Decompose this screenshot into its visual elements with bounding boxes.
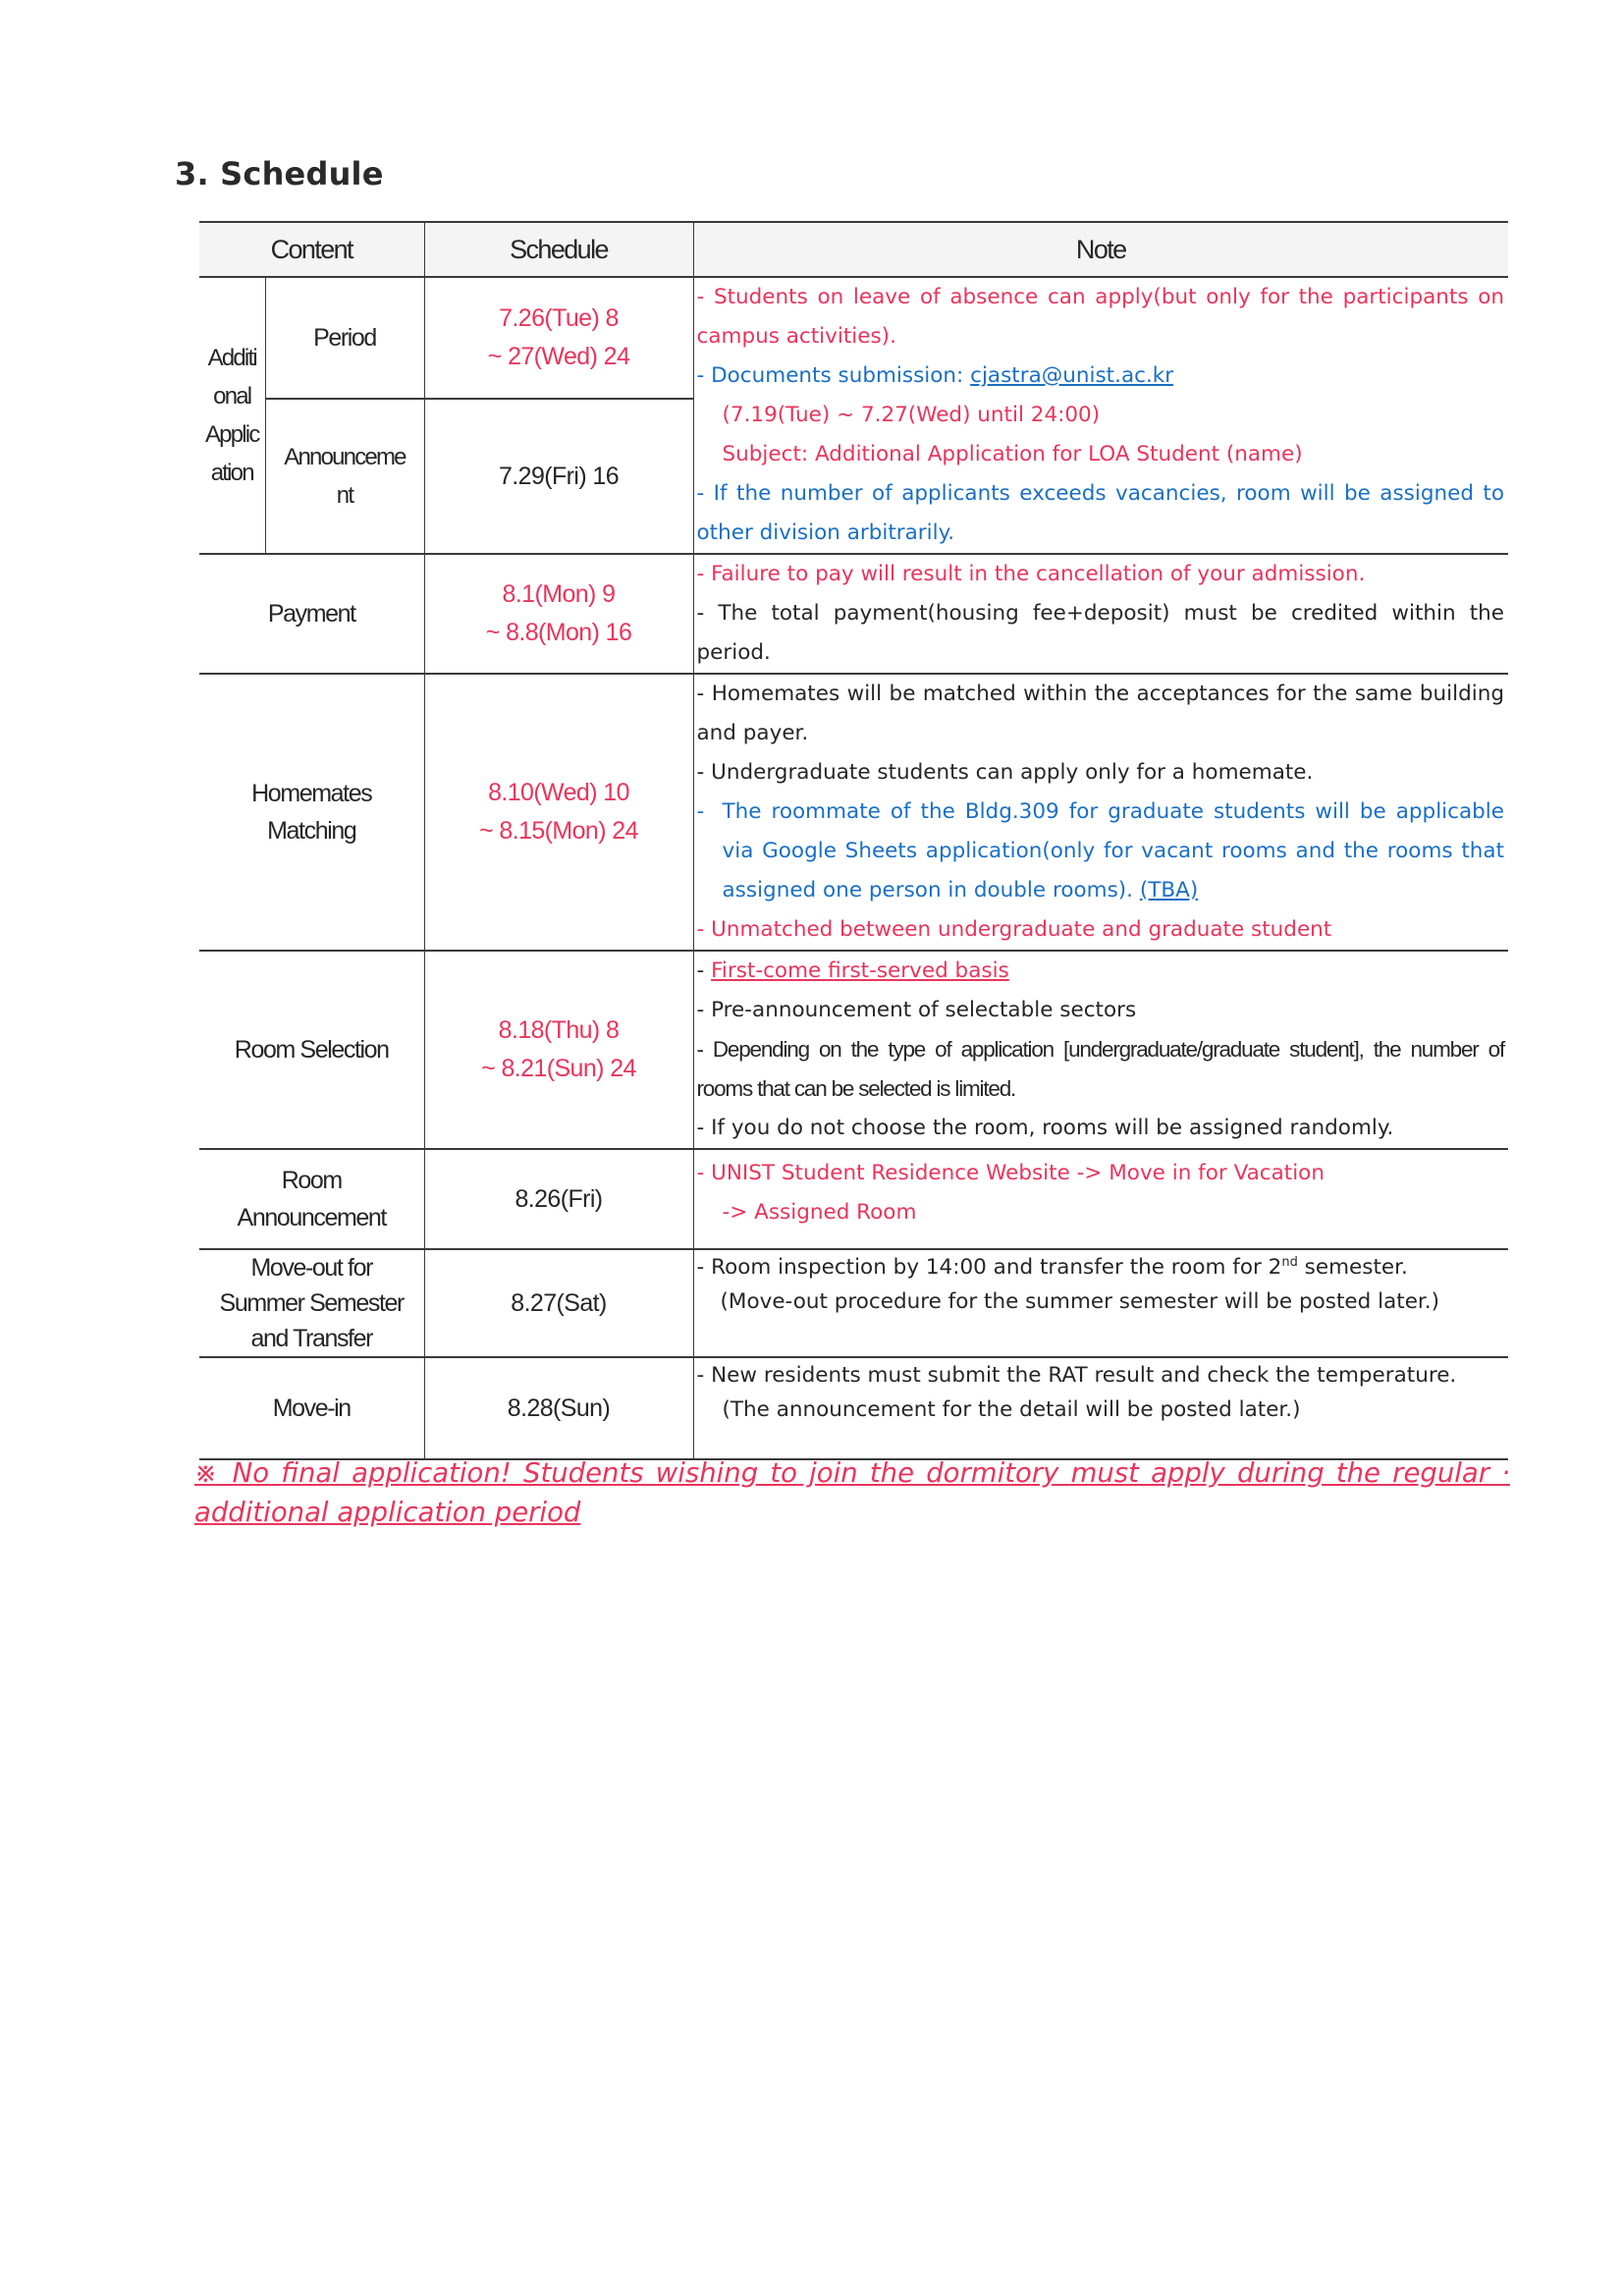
- header-note: Note: [693, 222, 1508, 277]
- payment-note: [693, 554, 1508, 674]
- table-row-room-announcement: [199, 1149, 1508, 1249]
- period-schedule: [424, 277, 693, 399]
- schedule-line: ~ 8.8(Mon) 16: [485, 619, 632, 646]
- inspection-text-end: semester.: [1297, 1255, 1408, 1280]
- note-bldg: [697, 793, 1505, 910]
- homemates-schedule: [424, 674, 693, 951]
- room-selection-label: Room Selection: [199, 951, 424, 1149]
- note-bldg-dash: -: [696, 799, 705, 824]
- note-pre-announcement: - Pre-announcement of selectable sectors: [696, 998, 1137, 1022]
- schedule-line: 8.10(Wed) 10: [488, 779, 629, 806]
- move-in-schedule: 8.28(Sun): [424, 1357, 693, 1459]
- note-undergrad: - Undergraduate students can apply only for a homemate.: [696, 760, 1314, 785]
- table-row-homemates: [199, 674, 1508, 951]
- move-out-schedule: 8.27(Sat): [424, 1249, 693, 1357]
- note-subject: Subject: Additional Application for LOA Student (name): [722, 442, 1303, 466]
- schedule-table: [199, 221, 1508, 1460]
- room-announcement-schedule: 8.26(Fri): [424, 1149, 693, 1249]
- note-detail: (The announcement for the detail will be posted later.): [722, 1397, 1301, 1422]
- period-label: Period: [265, 277, 424, 399]
- move-in-label: Move-in: [199, 1357, 424, 1459]
- label-line: Homemates: [251, 780, 372, 807]
- header-content: Content: [199, 222, 424, 277]
- table-row-move-in: [199, 1357, 1508, 1459]
- label-line: Announceme: [284, 444, 406, 471]
- table-row-room-selection: [199, 951, 1508, 1149]
- schedule-line: 7.26(Tue) 8: [499, 304, 619, 333]
- homemates-note: [693, 674, 1508, 951]
- announcement-label: [265, 399, 424, 554]
- tba-link[interactable]: (TBA): [1139, 878, 1199, 902]
- note-bldg-body: [723, 793, 1505, 910]
- schedule-line: ~ 27(Wed) 24: [487, 343, 630, 371]
- additional-application-label: [199, 277, 265, 554]
- note-total: - The total payment(housing fee+deposit) must be credited within the period.: [696, 601, 1504, 665]
- note-assigned-room: -> Assigned Room: [722, 1200, 917, 1225]
- documents-label: - Documents submission:: [696, 363, 971, 388]
- note-matched: - Homemates will be matched within the acceptances for the same building and payer.: [696, 682, 1504, 745]
- first-come-text: First-come first-served basis: [711, 958, 1009, 983]
- table-row-move-out: [199, 1249, 1508, 1357]
- note-failure: - Failure to pay will result in the cancellation of your admission.: [696, 562, 1366, 586]
- label-line: Summer Semester: [219, 1289, 404, 1317]
- payment-label: Payment: [199, 554, 424, 674]
- label-line: Additi: [207, 345, 256, 371]
- label-line: ation: [210, 460, 253, 486]
- table-row-additional-period: [199, 277, 1508, 399]
- label-line: Announcement: [237, 1204, 386, 1231]
- note-first-come: [697, 952, 1505, 991]
- note-random: - If you do not choose the room, rooms will be assigned randomly.: [696, 1116, 1394, 1140]
- label-line: nt: [336, 482, 353, 510]
- room-selection-schedule: [424, 951, 693, 1149]
- note-unmatched: - Unmatched between undergraduate and graduate student: [696, 917, 1332, 942]
- label-line: Applic: [204, 421, 259, 448]
- additional-application-note: [693, 277, 1508, 554]
- note-loa: - Students on leave of absence can apply(but only for the participants on campus activities).: [696, 285, 1504, 349]
- note-website: - UNIST Student Residence Website -> Move in for Vacation: [696, 1161, 1325, 1185]
- header-schedule: Schedule: [424, 222, 693, 277]
- announcement-schedule: 7.29(Fri) 16: [424, 399, 693, 554]
- room-announcement-label: [199, 1149, 424, 1249]
- move-in-note: [693, 1357, 1508, 1459]
- note-depending: - Depending on the type of application [undergraduate/graduate student], the number of rooms that can be selected is limited.: [696, 1037, 1504, 1101]
- first-come-dash: -: [696, 958, 712, 983]
- label-line: Room: [281, 1167, 342, 1194]
- label-line: Move-out for: [250, 1254, 373, 1282]
- note-documents-period: (7.19(Tue) ~ 7.27(Wed) until 24:00): [722, 403, 1101, 427]
- note-procedure: (Move-out procedure for the summer semester will be posted later.): [720, 1289, 1440, 1314]
- table-row-payment: [199, 554, 1508, 674]
- header-row: [199, 222, 1508, 277]
- note-exceeds: - If the number of applicants exceeds vacancies, room will be assigned to other division arbitrarily.: [696, 481, 1504, 545]
- note-documents: [697, 356, 1505, 396]
- room-announcement-note: [693, 1149, 1508, 1249]
- label-line: Matching: [267, 817, 356, 845]
- schedule-line: ~ 8.15(Mon) 24: [479, 817, 638, 845]
- section-heading: 3. Schedule: [175, 155, 384, 192]
- inspection-text: - Room inspection by 14:00 and transfer the room for 2: [696, 1255, 1282, 1280]
- room-selection-note: [693, 951, 1508, 1149]
- note-bldg-text: The roommate of the Bldg.309 for graduate students will be applicable via Google Sheets application(only for vacant rooms and the rooms that assigned one person in double rooms).: [722, 799, 1504, 902]
- schedule-line: 8.18(Thu) 8: [498, 1016, 620, 1044]
- move-out-label: [199, 1249, 424, 1357]
- note-inspection: [697, 1250, 1505, 1285]
- move-out-note: [693, 1249, 1508, 1357]
- documents-email-link[interactable]: cjastra@unist.ac.kr: [970, 363, 1174, 388]
- label-line: onal: [213, 383, 251, 410]
- homemates-label: [199, 674, 424, 951]
- footer-warning: ※ No final application! Students wishing to join the dormitory must apply during the regular · additional application period: [194, 1457, 1510, 1528]
- note-rat: - New residents must submit the RAT result and check the temperature.: [696, 1363, 1457, 1388]
- inspection-sup: nd: [1281, 1254, 1298, 1270]
- schedule-line: 8.1(Mon) 9: [502, 580, 616, 608]
- schedule-line: ~ 8.21(Sun) 24: [481, 1055, 636, 1082]
- label-line: and Transfer: [250, 1325, 373, 1352]
- payment-schedule: [424, 554, 693, 674]
